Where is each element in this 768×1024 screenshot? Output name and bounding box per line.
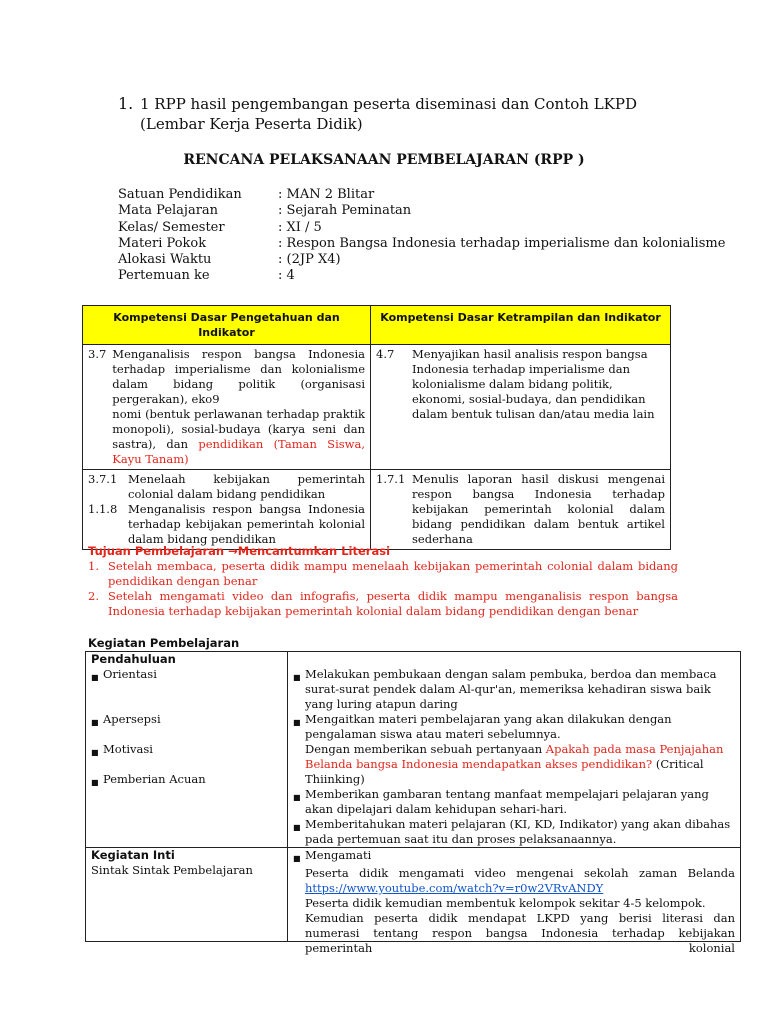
indikator-item bbox=[88, 472, 365, 502]
kompetensi-table bbox=[82, 305, 671, 550]
tujuan-heading bbox=[88, 544, 678, 559]
pendahuluan-steps-cell bbox=[86, 652, 288, 848]
meta-label: Materi Pokok bbox=[118, 235, 207, 251]
pendahuluan-detail-cell bbox=[288, 652, 741, 848]
bullet-icon: ■ bbox=[293, 793, 301, 802]
inti-title: Kegiatan Inti bbox=[91, 848, 175, 862]
inti-detail-cell bbox=[288, 848, 741, 955]
kd-ketrampilan bbox=[376, 347, 665, 422]
meta-label: Alokasi Waktu bbox=[118, 252, 212, 268]
orientasi-text: Melakukan pembukaan dengan salam pembuka, berdoa dan membaca surat-surat pendek dalam Al-qur'an, memeriksa kehadiran siswa baik yang luring atapun daring bbox=[305, 667, 717, 711]
acuan-detail bbox=[293, 787, 735, 817]
heading-text: 1 RPP hasil pengembangan peserta diseminasi dan Contoh LKPD (Lembar Kerja Peserta Didik) bbox=[140, 95, 637, 133]
tujuan-heading-label: Tujuan Pembelajaran bbox=[88, 544, 229, 558]
kegiatan-title: Kegiatan Pembelajaran bbox=[88, 636, 240, 650]
meta-value: : Sejarah Peminatan bbox=[278, 203, 412, 219]
heading-number: 1. bbox=[118, 94, 134, 113]
indikator-text: Menganalisis respon bangsa Indonesia terhadap kebijakan pemerintah kolonial dalam bidang pendidikan bbox=[128, 502, 365, 546]
step-label: Pemberian Acuan bbox=[103, 772, 206, 786]
meta-label: Satuan Pendidikan bbox=[118, 187, 242, 202]
apersepsi-text: Mengaitkan materi pembelajaran yang akan dilakukan dengan pengalaman siswa atau materi sebelumnya. bbox=[305, 712, 672, 741]
indikator-ketrampilan-cell bbox=[371, 470, 671, 550]
video-link[interactable]: https://www.youtube.com/watch?v=r0w2VRvANDY bbox=[305, 881, 604, 895]
lkpd-text: Kemudian peserta didik mendapat LKPD yang berisi literasi dan numerasi tentang respon bangsa Indonesia terhadap kebijakan pemerintah kolonial bbox=[305, 911, 735, 955]
tujuan-text: Setelah membaca, peserta didik mampu menelaah kebijakan pemerintah colonial dalam bidang pendidikan dengan benar bbox=[108, 559, 678, 588]
meta-row bbox=[118, 252, 725, 268]
indikator-number: 1.1.8 bbox=[88, 502, 118, 516]
meta-row bbox=[118, 220, 725, 236]
step-label: Orientasi bbox=[103, 667, 157, 681]
indikator-text: Menelaah kebijakan pemerintah colonial dalam bidang pendidikan bbox=[128, 472, 365, 501]
kd-text-highlight: pendidikan (Taman Siswa, Kayu Tanam) bbox=[112, 437, 365, 466]
bullet-icon: ■ bbox=[91, 778, 99, 787]
bullet-icon: ■ bbox=[91, 718, 99, 727]
step-motivasi bbox=[91, 742, 282, 772]
meta-value: : MAN 2 Blitar bbox=[278, 187, 375, 202]
tujuan-heading-note: Mencantumkan Literasi bbox=[237, 544, 391, 558]
indikator-number: 3.7.1 bbox=[88, 472, 118, 486]
bullet-icon: ■ bbox=[293, 854, 301, 863]
motivasi-detail bbox=[293, 742, 735, 787]
apersepsi-detail bbox=[293, 712, 735, 742]
tujuan-item bbox=[88, 589, 678, 619]
meta-row bbox=[118, 187, 725, 203]
kd-text-continued: nomi (bentuk perlawanan terhadap praktik monopoli), sosial-budaya (karya seni dan sastra), dan bbox=[112, 407, 365, 451]
meta-value: : (2JP X4) bbox=[278, 252, 341, 268]
acuan-detail bbox=[293, 817, 735, 847]
indikator-text: Menulis laporan hasil diskusi mengenai respon bangsa Indonesia terhadap kebijakan pemerintah kolonial dalam bidang pendidikan dalam bentuk artikel sederhana bbox=[412, 472, 665, 546]
indikator-pengetahuan-cell bbox=[83, 470, 371, 550]
inti-steps-cell bbox=[86, 848, 288, 942]
acuan-text: Memberitahukan materi pelajaran (KI, KD, Indikator) yang akan dibahas pada pertemuan saat itu dan proses pelaksanaannya. bbox=[305, 817, 731, 846]
video-link-row bbox=[293, 881, 735, 896]
indikator-number: 1.7.1 bbox=[376, 472, 406, 486]
kd-number: 3.7 bbox=[88, 347, 107, 361]
kd-text: Menyajikan hasil analisis respon bangsa Indonesia terhadap imperialisme dan kolonialisme dalam bidang politik, ekonomi, sosial-budaya, dan pendidikan dalam bentuk tulisan dan/atau media lain bbox=[412, 347, 655, 421]
bullet-icon: ■ bbox=[293, 718, 301, 727]
bullet-icon: ■ bbox=[293, 823, 301, 832]
motivasi-question: Apakah pada masa Penjajahan Belanda bangsa Indonesia mendapatkan akses pendidikan? bbox=[305, 742, 724, 771]
meta-value: : Respon Bangsa Indonesia terhadap imperialisme dan kolonialisme bbox=[278, 235, 726, 251]
bullet-icon: ■ bbox=[91, 673, 99, 682]
meta-row bbox=[118, 268, 725, 284]
mengamati-step bbox=[293, 848, 735, 866]
bullet-icon: ■ bbox=[91, 748, 99, 757]
indikator-item bbox=[88, 502, 365, 547]
tujuan-number: 1. bbox=[88, 559, 99, 573]
motivasi-text: Dengan memberikan sebuah pertanyaan bbox=[305, 742, 546, 756]
tujuan-number: 2. bbox=[88, 589, 99, 603]
step-orientasi bbox=[91, 667, 282, 712]
document-title: RENCANA PELAKSANAAN PEMBELAJARAN (RPP ) bbox=[183, 152, 585, 168]
kd-pengetahuan-cell bbox=[83, 345, 371, 470]
step-pemberian-acuan bbox=[91, 772, 282, 790]
inti-subtitle: Sintak Sintak Pembelajaran bbox=[91, 863, 253, 877]
section-heading bbox=[118, 94, 678, 134]
meta-row bbox=[118, 203, 725, 219]
step-label: Apersepsi bbox=[103, 712, 161, 726]
indikator-item bbox=[376, 472, 665, 547]
kd-pengetahuan bbox=[88, 347, 365, 467]
tujuan-section bbox=[88, 544, 678, 619]
acuan-text: Memberikan gambaran tentang manfaat mempelajari pelajaran yang akan dipelajari dalam kehidupan sehari-hari. bbox=[305, 787, 709, 816]
arrow-right-icon: → bbox=[228, 544, 238, 558]
mengamati-text: Peserta didik mengamati video mengenai sekolah zaman Belanda bbox=[305, 866, 735, 880]
kd-text: Menganalisis respon bangsa Indonesia terhadap imperialisme dan kolonialisme dalam bidang politik (organisasi pergerakan), eko9 bbox=[112, 347, 365, 406]
tujuan-item bbox=[88, 559, 678, 589]
orientasi-detail bbox=[293, 667, 735, 712]
mengamati-label: Mengamati bbox=[305, 848, 372, 862]
motivasi-note: (Critical Thiinking) bbox=[305, 757, 704, 786]
identity-block bbox=[118, 187, 725, 285]
meta-label: Kelas/ Semester bbox=[118, 219, 225, 235]
kompetensi-header-ketrampilan: Kompetensi Dasar Ketrampilan dan Indikator bbox=[371, 306, 671, 345]
meta-label: Pertemuan ke bbox=[118, 268, 210, 284]
meta-label: Mata Pelajaran bbox=[118, 203, 219, 219]
kelompok-text: Peserta didik kemudian membentuk kelompok sekitar 4-5 kelompok. bbox=[305, 896, 706, 910]
bullet-icon: ■ bbox=[293, 673, 301, 682]
kompetensi-header-pengetahuan: Kompetensi Dasar Pengetahuan dan Indikator bbox=[83, 306, 371, 345]
pendahuluan-title: Pendahuluan bbox=[91, 652, 176, 666]
tujuan-text: Setelah mengamati video dan infografis, peserta didik mampu menganalisis respon bangsa Indonesia terhadap kebijakan pemerintah kolonial dalam bidang pendidikan dengan benar bbox=[108, 589, 678, 618]
meta-row bbox=[118, 236, 725, 252]
step-label: Motivasi bbox=[103, 742, 153, 756]
meta-value: : XI / 5 bbox=[278, 219, 322, 235]
step-apersepsi bbox=[91, 712, 282, 742]
kd-number: 4.7 bbox=[376, 347, 395, 361]
meta-value: : 4 bbox=[278, 268, 295, 284]
kegiatan-table bbox=[85, 651, 741, 955]
kd-ketrampilan-cell bbox=[371, 345, 671, 470]
